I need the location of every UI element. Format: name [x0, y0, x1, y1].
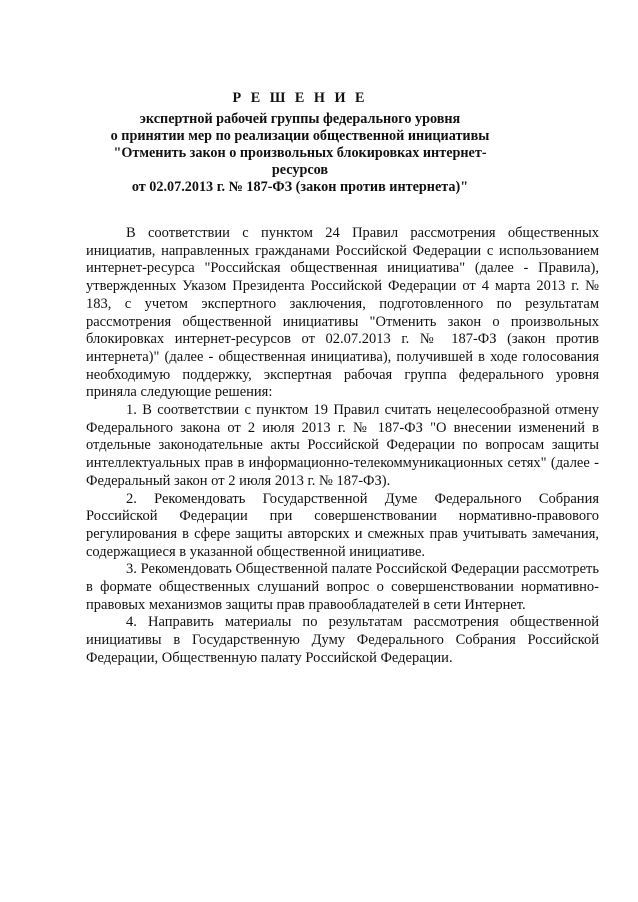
subtitle-line: экспертной рабочей группы федерального уровня	[139, 111, 461, 127]
subtitle-line: от 02.07.2013 г. № 187-ФЗ (закон против интернета)"	[131, 179, 469, 195]
document-title: Р Е Ш Е Н И Е	[232, 90, 368, 106]
document-heading	[86, 90, 514, 196]
subtitle-line: "Отменить закон о произвольных блокировках интернет-ресурсов	[113, 145, 487, 178]
intro-paragraph: В соответствии с пунктом 24 Правил рассмотрения общественных инициатив, направленных гражданами Российской Федерации с использованием интернет-ресурса "Российская общественная инициатива" (далее - Правила), утвержденных Указом Президента Российской Федерации от 4 марта 2013 г. № 183, с учетом экспертного заключения, подготовленного по результатам рассмотрения общественной инициативы "Отменить закон о произвольных блокировках интернет-ресурсов от 02.07.2013 г. № 187-ФЗ (закон против интернета)" (далее - общественная инициатива), получившей в ходе голосования необходимую поддержку, экспертная рабочая группа федерального уровня приняла следующие решения:	[86, 225, 599, 401]
decision-item-3: 3. Рекомендовать Общественной палате Российской Федерации рассмотреть в формате общественных слушаний вопрос о совершенствовании нормативно-правовых механизмов защиты прав правообладателей в сети Интернет.	[86, 561, 599, 613]
decision-item-1: 1. В соответствии с пунктом 19 Правил считать нецелесообразной отмену Федерального закона от 2 июля 2013 г. № 187-ФЗ "О внесении изменений в отдельные законодательные акты Российской Федерации по вопросам защиты интеллектуальных прав в информационно-телекоммуникационных сетях" (далее - Федеральный закон от 2 июля 2013 г. № 187-ФЗ).	[86, 402, 599, 489]
decision-item-2: 2. Рекомендовать Государственной Думе Федерального Собрания Российской Федерации при совершенствовании нормативно-правового регулирования в сфере защиты авторских и смежных прав учитывать замечания, содержащиеся в указанной общественной инициативе.	[86, 490, 599, 560]
decision-item-4: 4. Направить материалы по результатам рассмотрения общественной инициативы в Государственную Думу Федерального Собрания Российской Федерации, Общественную палату Российской Федерации.	[86, 614, 599, 666]
subtitle-line: о принятии мер по реализации общественной инициативы	[110, 128, 490, 144]
document-body	[86, 225, 599, 668]
